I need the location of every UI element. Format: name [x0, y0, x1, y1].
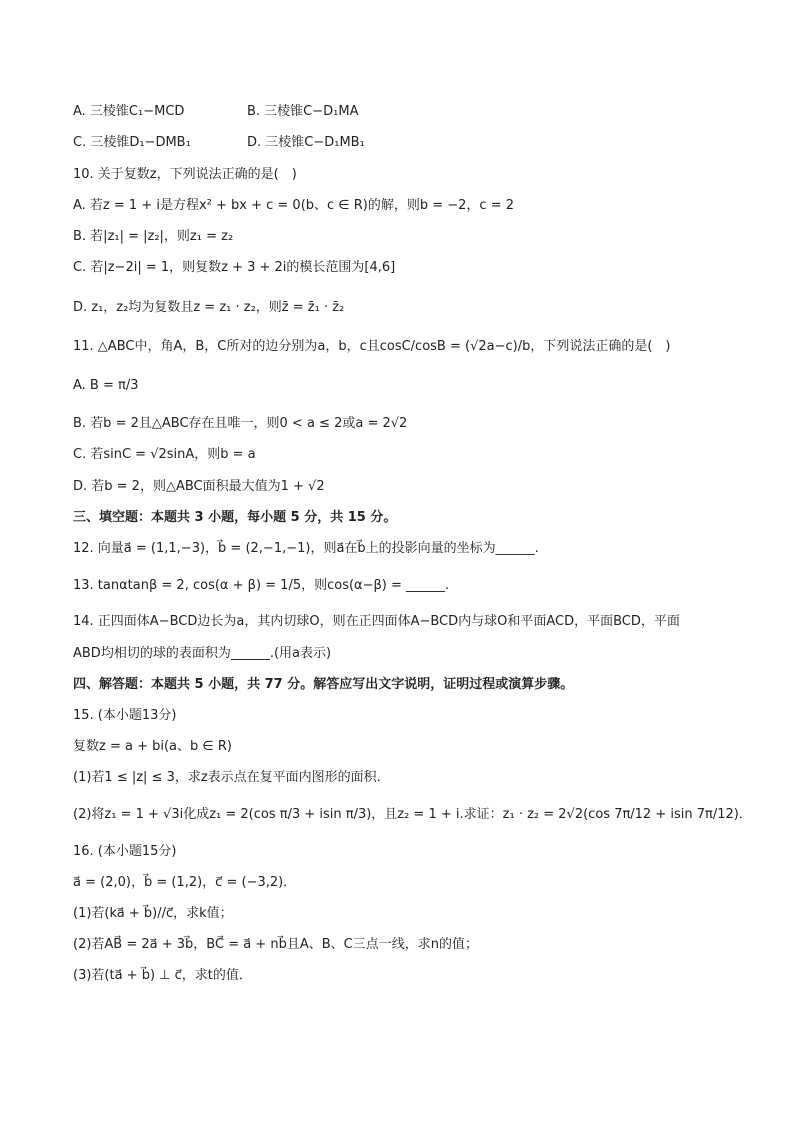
- q10-option-b: B. 若|z₁| = |z₂|，则z₁ = z₂: [73, 229, 234, 244]
- q10-option-a: A. 若z = 1 + i是方程x² + bx + c = 0(b、c ∈ R)的解，则b = −2，c = 2: [73, 198, 515, 213]
- q10-option-d: D. z₁，z₂均为复数且z = z₁ · z₂，则z̄ = z̄₁ · z̄₂: [73, 300, 345, 315]
- q15-part1: (1)若1 ≤ |z| ≤ 3，求z表示点在复平面内图形的面积．: [73, 770, 390, 785]
- q9-option-c: C. 三棱锥D₁−DMB₁: [73, 135, 191, 150]
- q15-title: 15. (本小题13分): [73, 708, 177, 723]
- q15-intro: 复数z = a + bi(a、b ∈ R): [73, 739, 232, 754]
- q11-option-c: C. 若sinC = √2sinA，则b = a: [73, 447, 256, 462]
- q16-intro: a⃗ = (2,0)，b⃗ = (1,2)，c⃗ = (−3,2)．: [73, 875, 297, 890]
- q14-line2: ABD均相切的球的表面积为______.(用a表示): [73, 646, 332, 661]
- q12-text: 12. 向量a⃗ = (1,1,−3)，b⃗ = (2,−1,−1)，则a⃗在b⃗上的投影向量的坐标为______.: [73, 541, 539, 556]
- q16-part1: (1)若(ka⃗ + b⃗)//c⃗，求k值；: [73, 906, 233, 921]
- section-4-heading: 四、解答题：本题共 5 小题，共 77 分。解答应写出文字说明，证明过程或演算步骤。: [73, 677, 574, 692]
- q11-stem: 11. △ABC中，角A，B，C所对的边分别为a，b，c且cosC/cosB = (√2a−c)/b，下列说法正确的是( ): [73, 339, 671, 354]
- q16-title: 16. (本小题15分): [73, 844, 177, 859]
- q9-option-a: A. 三棱锥C₁−MCD: [73, 104, 185, 119]
- q11-option-a: A. B = π/3: [73, 378, 139, 393]
- q10-option-c: C. 若|z−2i| = 1，则复数z + 3 + 2i的模长范围为[4,6]: [73, 260, 396, 275]
- q9-option-b: B. 三棱锥C−D₁MA: [247, 104, 359, 119]
- q15-part2: (2)将z₁ = 1 + √3i化成z₁ = 2(cos π/3 + isin π/3)，且z₂ = 1 + i.求证：z₁ · z₂ = 2√2(cos 7π/12 + isin 7π/12)．: [73, 807, 752, 822]
- q10-stem: 10. 关于复数z，下列说法正确的是( ): [73, 167, 297, 182]
- section-3-heading: 三、填空题：本题共 3 小题，每小题 5 分，共 15 分。: [73, 510, 397, 525]
- q11-option-b: B. 若b = 2且△ABC存在且唯一，则0 < a ≤ 2或a = 2√2: [73, 416, 408, 431]
- q9-option-d: D. 三棱锥C−D₁MB₁: [247, 135, 365, 150]
- q14-line1: 14. 正四面体A−BCD边长为a，其内切球O，则在正四面体A−BCD内与球O和平面ACD，平面BCD，平面: [73, 614, 680, 629]
- q16-part3: (3)若(ta⃗ + b⃗) ⊥ c⃗，求t的值．: [73, 968, 252, 983]
- q11-option-d: D. 若b = 2，则△ABC面积最大值为1 + √2: [73, 479, 325, 494]
- q16-part2: (2)若AB⃗ = 2a⃗ + 3b⃗，BC⃗ = a⃗ + nb⃗且A、B、C三点一线，求n的值；: [73, 937, 478, 952]
- q13-text: 13. tanαtanβ = 2, cos(α + β) = 1/5，则cos(α−β) = ______.: [73, 578, 450, 593]
